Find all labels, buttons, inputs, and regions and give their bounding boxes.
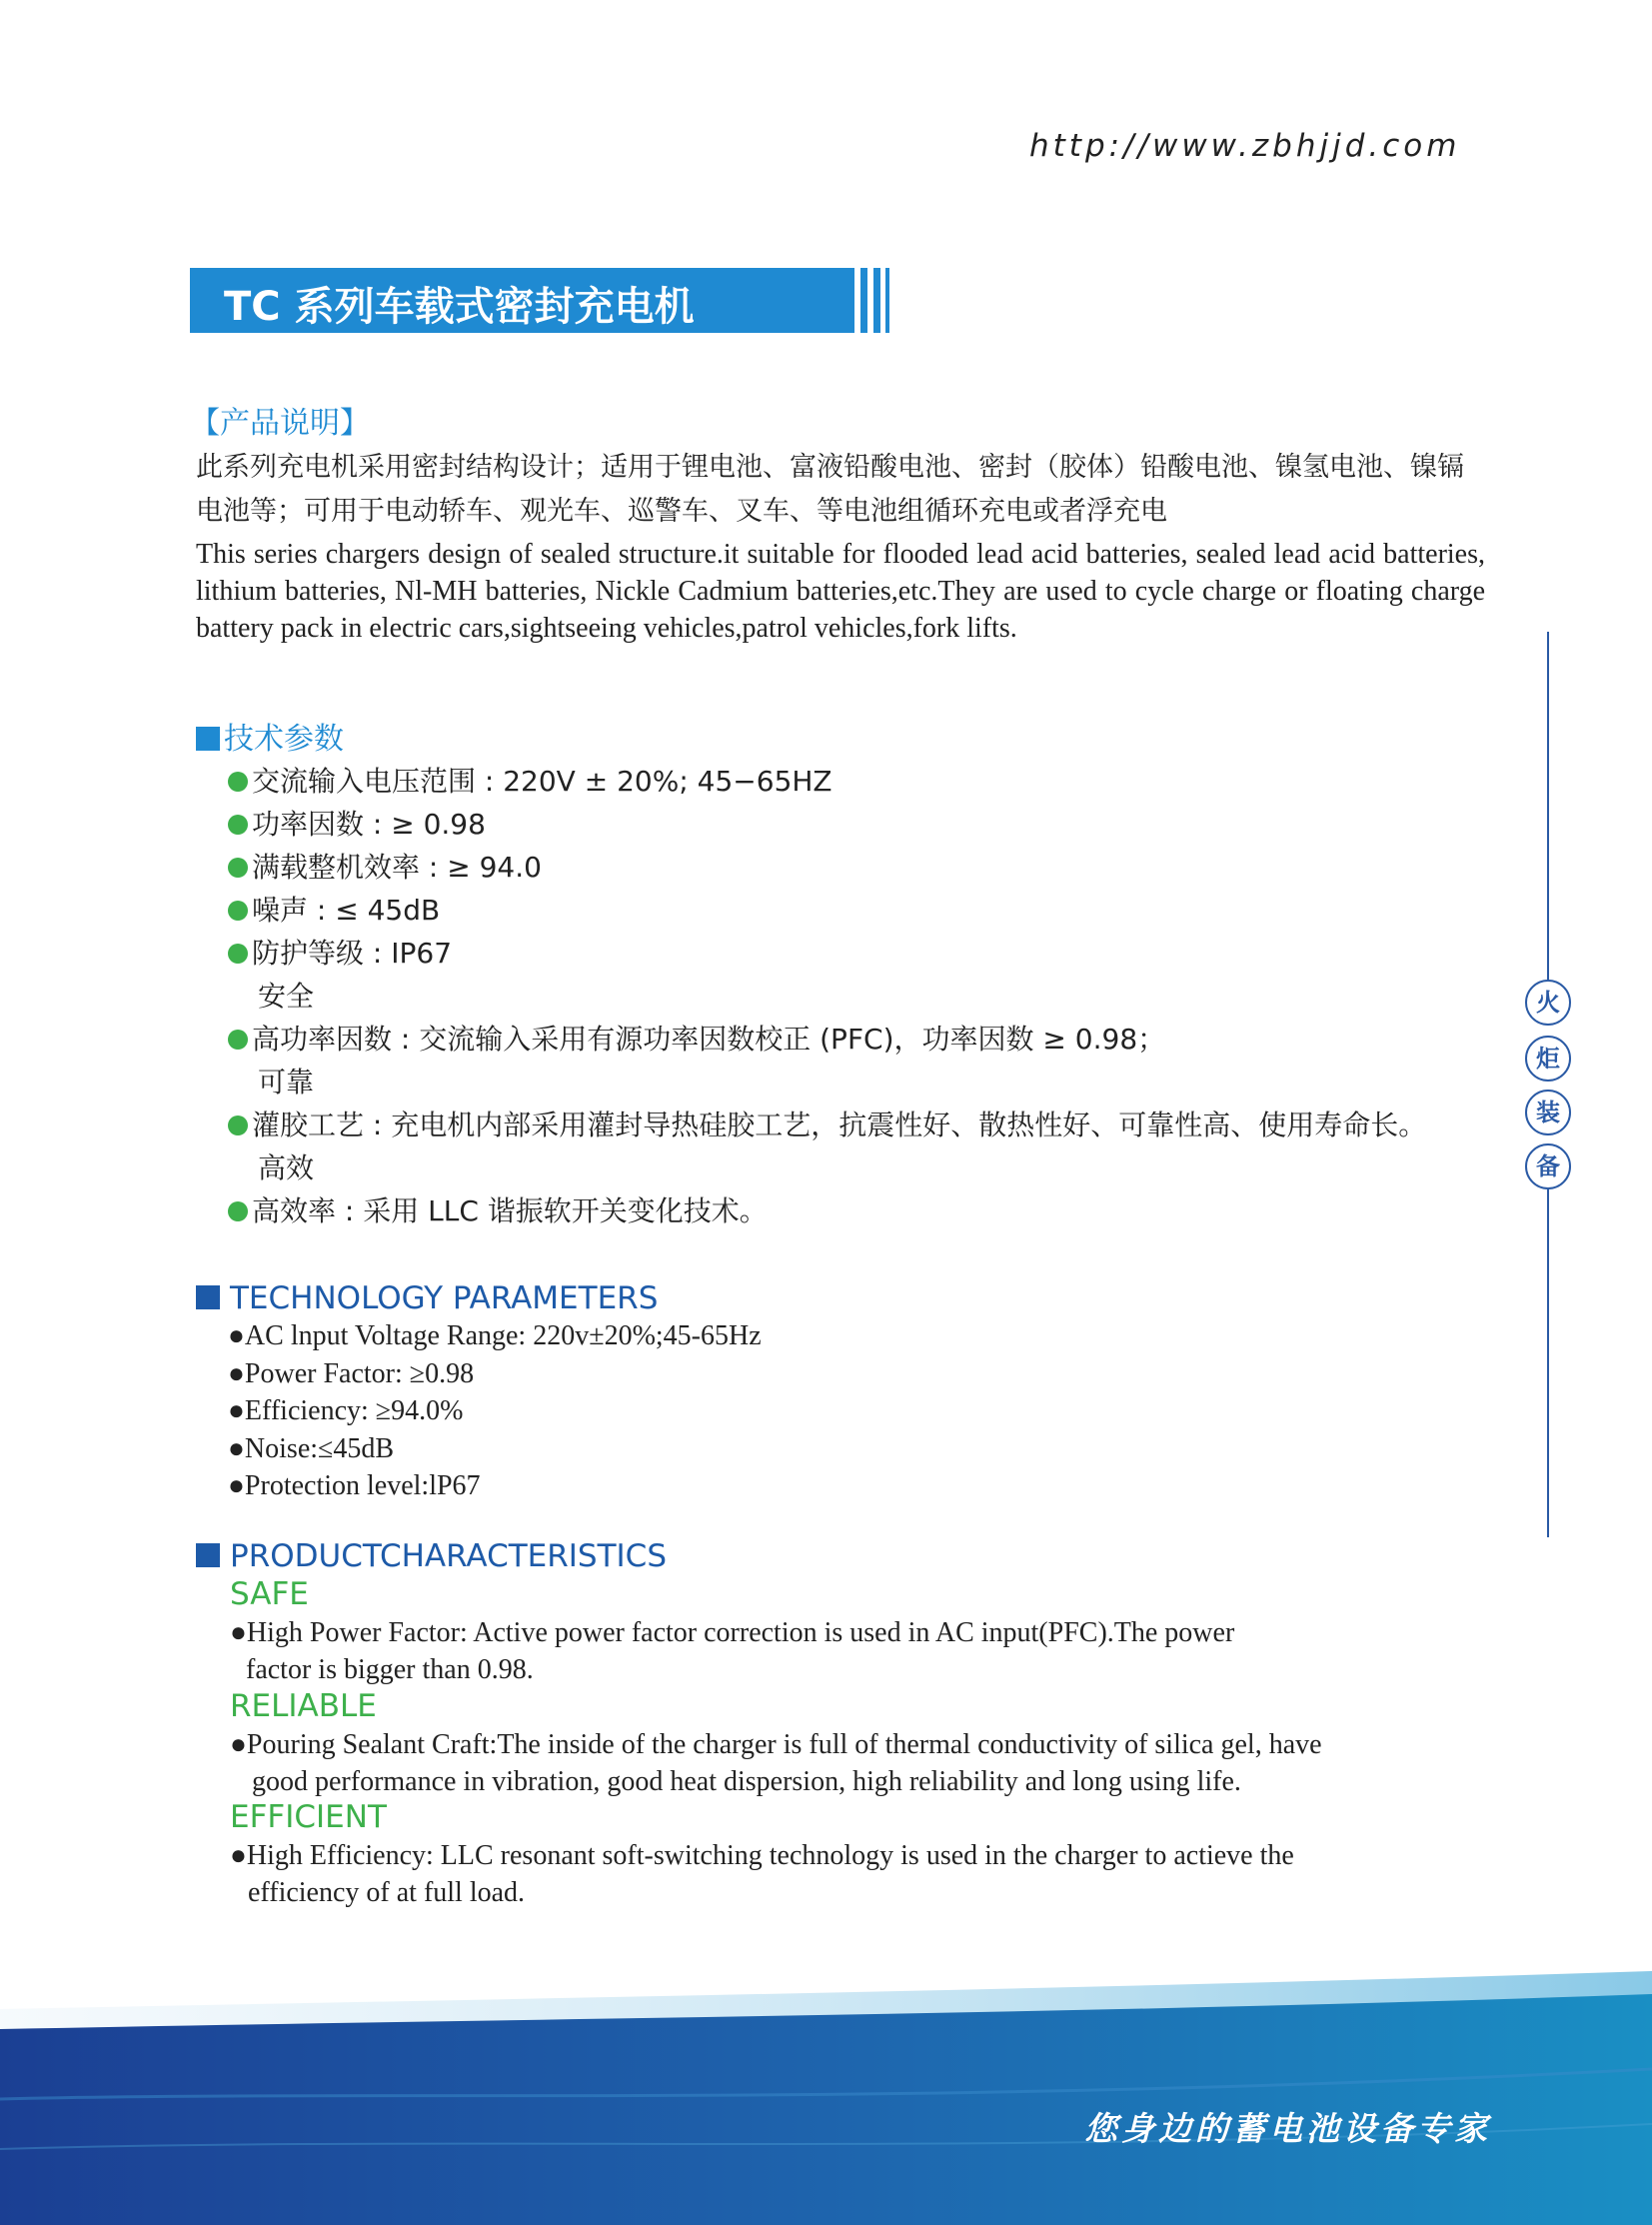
slogan: 您身边的蓄电池设备专家	[1084, 2109, 1491, 2148]
green-dot-icon	[228, 815, 248, 835]
list-item: 高效率 : 采用 LLC 谐振软开关变化技术。	[228, 1189, 1527, 1232]
product-description-en: This series chargers design of sealed structure.it suitable for flooded lead acid batteries, sealed lead acid batteries, lithium batteries, Nl-MH batteries, Nickle Cadmium batteries,etc.They are used to cycle charge or floating charge battery pack in electric cars,sightseeing vehicles,patrol vehicles,fork lifts.	[196, 539, 1485, 644]
list-item: 高功率因数 : 交流输入采用有源功率因数校正 (PFC)，功率因数 ≥ 0.98；	[228, 1018, 1527, 1061]
list-item: ●AC lnput Voltage Range: 220v±20%;45-65Hz	[228, 1320, 762, 1351]
green-dot-icon	[228, 901, 248, 921]
list-item: 功率因数 : ≥ 0.98	[228, 803, 1527, 846]
list-item: ●Protection level:lP67	[228, 1470, 481, 1501]
square-bullet-icon	[196, 1543, 220, 1567]
list-item: ●Power Factor: ≥0.98	[228, 1357, 475, 1389]
square-bullet-icon	[196, 727, 220, 751]
green-dot-icon	[228, 772, 248, 792]
list-item: ●Noise:≤45dB	[228, 1432, 395, 1464]
title-banner	[190, 268, 854, 333]
characteristic-title: SAFE	[230, 1576, 309, 1612]
tech-params-cn-list	[228, 760, 1527, 1232]
characteristic-title: EFFICIENT	[230, 1799, 387, 1835]
brand-seal: 备	[1525, 1143, 1571, 1189]
tech-params-en-list	[228, 1317, 762, 1505]
characteristic-text: ●High Power Factor: Active power factor correction is used in AC input(PFC).The power factor is bigger than 0.98.	[230, 1617, 1235, 1685]
side-rule-bottom	[1547, 1189, 1549, 1537]
characteristic-text: ●High Efficiency: LLC resonant soft-switching technology is used in the charger to actieve the efficiency of at full load.	[230, 1840, 1294, 1908]
green-dot-icon	[228, 944, 248, 964]
title-stripe-1	[860, 268, 867, 333]
list-item: 噪声 : ≤ 45dB	[228, 889, 1527, 932]
feature-label: 高效	[258, 1151, 315, 1184]
website-url: http://www.zbhjjd.com	[1029, 128, 1461, 164]
list-item: 防护等级 : IP67	[228, 932, 1527, 975]
list-item: 交流输入电压范围 : 220V ± 20%; 45−65HZ	[228, 760, 1527, 803]
square-bullet-icon	[196, 1285, 220, 1309]
brand-seal: 炬	[1525, 1036, 1571, 1082]
product-description-heading: 【产品说明】	[190, 406, 370, 441]
side-rule-top	[1547, 632, 1549, 980]
green-dot-icon	[228, 1201, 248, 1221]
feature-label: 可靠	[258, 1066, 315, 1099]
tech-params-cn-heading-text: 技术参数	[224, 722, 344, 757]
feature-label: 安全	[258, 980, 315, 1013]
brand-seal: 火	[1525, 980, 1571, 1026]
brand-seal: 装	[1525, 1090, 1571, 1135]
characteristics-heading: PRODUCTCHARACTERISTICS	[196, 1538, 667, 1574]
list-item: ●Efficiency: ≥94.0%	[228, 1395, 464, 1426]
tech-params-en-heading: TECHNOLOGY PARAMETERS	[196, 1280, 658, 1316]
list-item: 灌胶工艺 : 充电机内部采用灌封导热硅胶工艺，抗震性好、散热性好、可靠性高、使用寿命长。	[228, 1104, 1527, 1146]
characteristic-title: RELIABLE	[230, 1688, 377, 1724]
page-title: TC 系列车载式密封充电机	[224, 284, 695, 330]
list-item: 满载整机效率 : ≥ 94.0	[228, 846, 1527, 889]
green-dot-icon	[228, 1030, 248, 1050]
title-stripe-2	[873, 268, 880, 333]
footer-wave	[0, 1959, 1652, 2225]
tech-params-cn-heading	[196, 714, 344, 758]
product-description-cn: 此系列充电机采用密封结构设计；适用于锂电池、富液铅酸电池、密封（胶体）铅酸电池、镍氢电池、镍镉电池等；可用于电动轿车、观光车、巡警车、叉车、等电池组循环充电或者浮充电	[196, 452, 1464, 527]
characteristic-text: ●Pouring Sealant Craft:The inside of the charger is full of thermal conductivity of silica gel, have good performance in vibration, good heat dispersion, high reliability and long using life.	[230, 1729, 1322, 1797]
green-dot-icon	[228, 1115, 248, 1135]
title-stripe-3	[885, 268, 889, 333]
green-dot-icon	[228, 858, 248, 878]
